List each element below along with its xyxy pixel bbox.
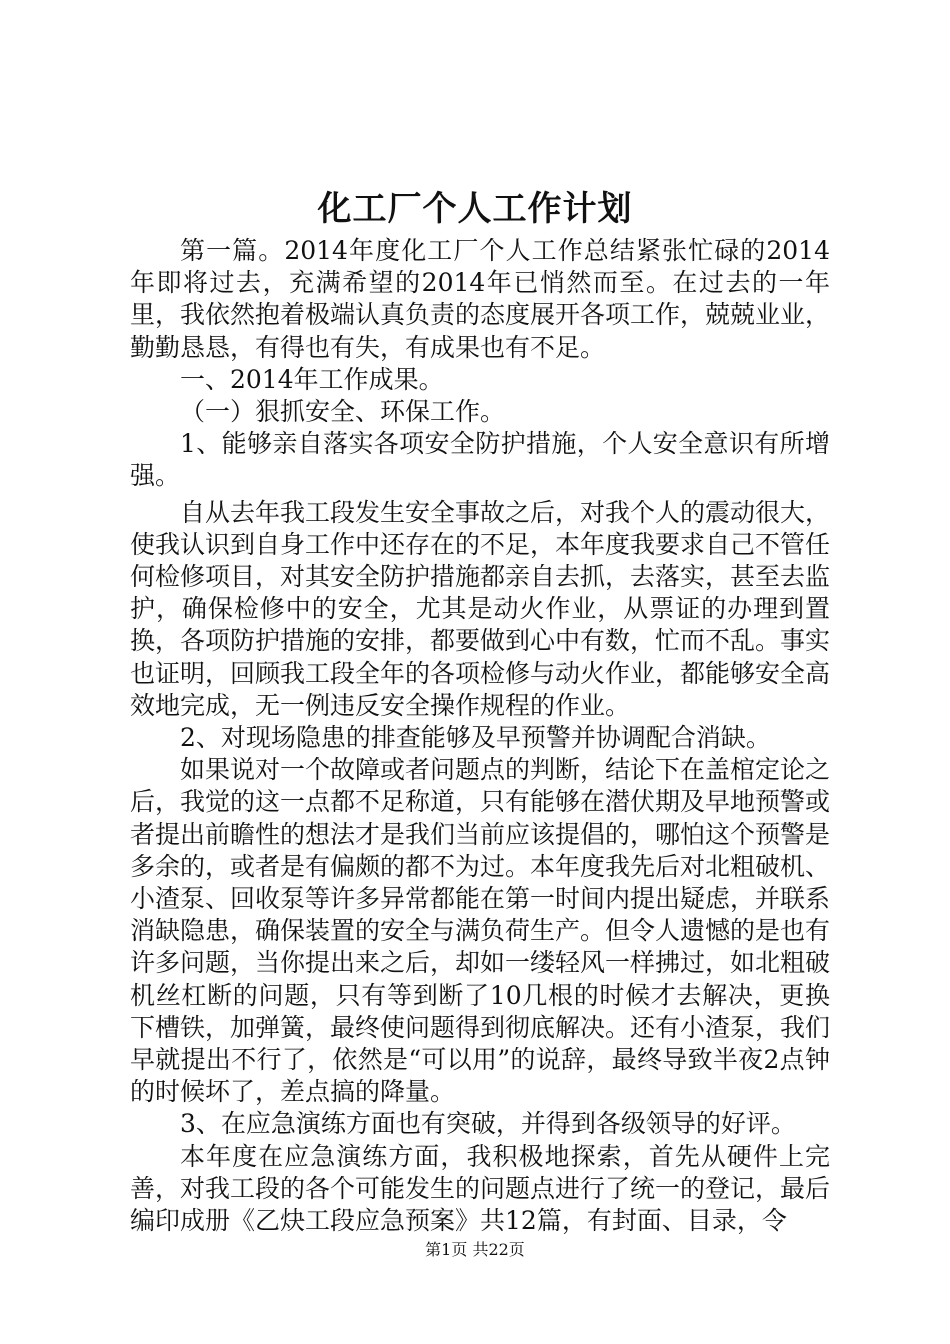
document-body xyxy=(130,235,830,1237)
item-two-body: 如果说对一个故障或者问题点的判断，结论下在盖棺定论之后，我觉的这一点都不足称道，只有能够在潜伏期及早地预警或者提出前瞻性的想法才是我们当前应该提倡的，哪怕这个预警是多余的，或者是有偏颇的都不为过。本年度我先后对北粗破机、小渣泵、回收泵等许多异常都能在第一时间内提出疑虑，并联系消缺隐患，确保装置的安全与满负荷生产。但令人遗憾的是也有许多问题，当你提出来之后，却如一缕轻风一样拂过，如北粗破机丝杠断的问题，只有等到断了10几根的时候才去解决，更换下槽铁，加弹簧，最终使问题得到彻底解决。还有小渣泵，我们早就提出不行了，依然是“可以用”的说辞，最终导致半夜2点钟的时候坏了，差点搞的降量。 xyxy=(130,755,831,1107)
document-title: 化工厂个人工作计划 xyxy=(317,189,633,229)
paragraph-intro: 第一篇。2014年度化工厂个人工作总结紧张忙碌的2014年即将过去，充满希望的2014年已悄然而至。在过去的一年里，我依然抱着极端认真负责的态度展开各项工作，兢兢业业，勤勤恳恳，有得也有失，有成果也有不足。 xyxy=(130,236,831,362)
item-three-body: 本年度在应急演练方面，我积极地探索，首先从硬件上完善，对我工段的各个可能发生的问题点进行了统一的登记，最后编印成册《乙炔工段应急预案》共12篇，有封面、目录，令 xyxy=(130,1141,831,1236)
heading-subsection-one: （一）狠抓安全、环保工作。 xyxy=(180,397,506,427)
page-footer: 第1页 共22页 xyxy=(425,1240,525,1259)
heading-section-one: 一、2014年工作成果。 xyxy=(180,364,444,394)
item-two-heading: 2、对现场隐患的排查能够及早预警并协调配合消缺。 xyxy=(180,723,771,753)
item-one-body: 自从去年我工段发生安全事故之后，对我个人的震动很大，使我认识到自身工作中还存在的不足，本年度我要求自己不管任何检修项目，对其安全防护措施都亲自去抓，去落实，甚至去监护，确保检修中的安全，尤其是动火作业，从票证的办理到置换，各项防护措施的安排，都要做到心中有数，忙而不乱。事实也证明，回顾我工段全年的各项检修与动火作业，都能够安全高效地完成，无一例违反安全操作规程的作业。 xyxy=(130,497,831,720)
item-three-heading: 3、在应急演练方面也有突破，并得到各级领导的好评。 xyxy=(180,1109,796,1139)
item-one-heading: 1、能够亲自落实各项安全防护措施，个人安全意识有所增强。 xyxy=(130,429,830,491)
